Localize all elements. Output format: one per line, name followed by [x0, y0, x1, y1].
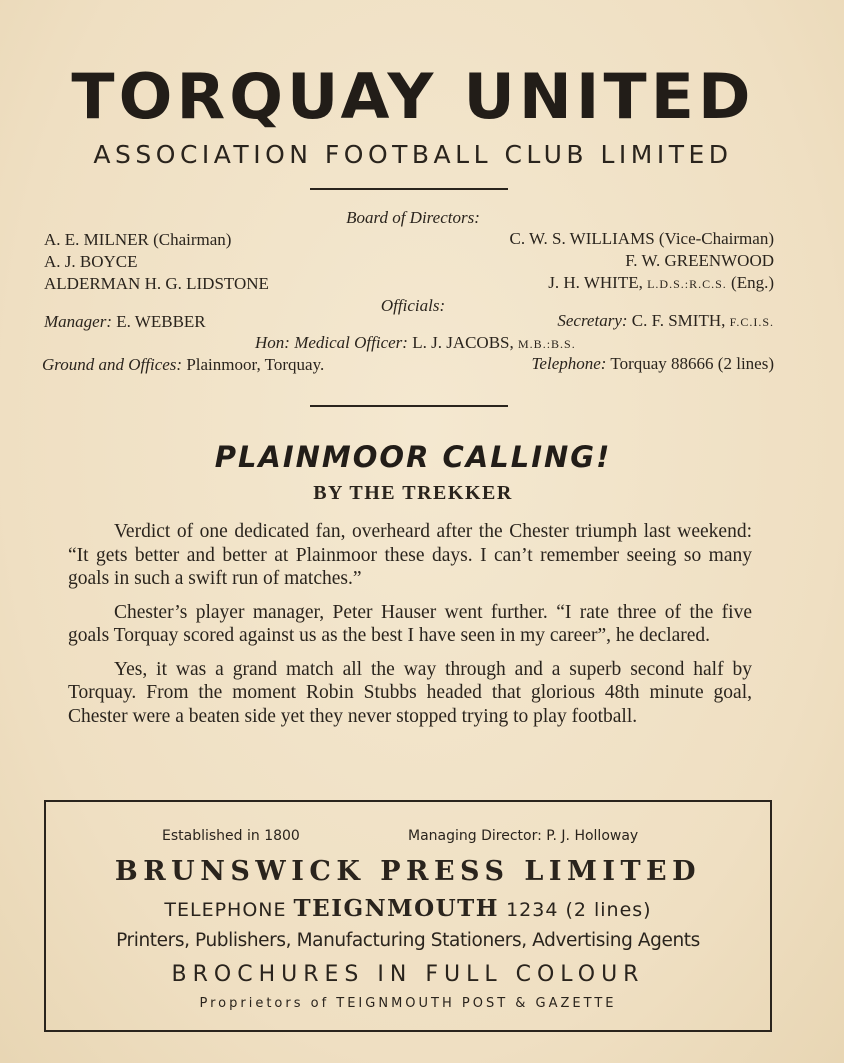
club-title: TORQUAY UNITED [71, 60, 755, 133]
ground-value: Plainmoor, Torquay. [186, 355, 325, 374]
manager-label: Manager: [44, 312, 112, 331]
manager-name: E. WEBBER [116, 312, 206, 331]
officials-heading: Officials: [380, 296, 446, 315]
advert-proprietors: Proprietors of TEIGNMOUTH POST & GAZETTE [199, 996, 617, 1011]
medical-name: L. J. JACOBS, [412, 333, 514, 352]
director-white-suffix: (Eng.) [731, 273, 774, 292]
article-paragraph: Yes, it was a grand match all the way through and a superb second half by Torquay. From the moment Robin Stubbs headed that glorious 48th minute goal, Chester were a beaten side yet they never stopped trying to play football. [68, 658, 752, 727]
director-left-3: ALDERMAN H. G. LIDSTONE [44, 274, 269, 293]
director-left-1: A. E. MILNER (Chairman) [44, 230, 232, 249]
advert-director: Managing Director: P. J. Holloway [408, 828, 639, 844]
brunswick-press-advert [44, 800, 772, 1032]
secretary-name: C. F. SMITH, [631, 311, 726, 330]
director-right-1: C. W. S. WILLIAMS (Vice-Chairman) [509, 229, 774, 248]
advert-brochures: BROCHURES IN FULL COLOUR [171, 962, 645, 987]
advert-telephone-prefix: TELEPHONE [164, 899, 287, 921]
advert-services: Printers, Publishers, Manufacturing Stationers, Advertising Agents [116, 930, 700, 951]
article-byline: BY THE TREKKER [313, 482, 513, 504]
director-white-quals: L.D.S.:R.C.S. [647, 277, 727, 291]
advert-telephone [46, 895, 770, 922]
telephone-value: Torquay 88666 (2 lines) [610, 354, 774, 373]
secretary-quals: F.C.I.S. [729, 315, 774, 329]
ground-line [42, 355, 324, 375]
director-white-name: J. H. WHITE, [548, 273, 643, 292]
manager-line [44, 312, 206, 332]
article-heading: PLAINMOOR CALLING! [214, 440, 612, 474]
ground-label: Ground and Offices: [42, 355, 183, 374]
secretary-label: Secretary: [557, 311, 628, 330]
director-left-2: A. J. BOYCE [44, 252, 138, 271]
advert-company: BRUNSWICK PRESS LIMITED [114, 856, 702, 887]
advert-telephone-town: TEIGNMOUTH [293, 895, 500, 922]
divider-top [310, 188, 508, 190]
advert-established: Established in 1800 [162, 828, 300, 844]
club-subtitle: ASSOCIATION FOOTBALL CLUB LIMITED [93, 140, 733, 169]
director-right-2: F. W. GREENWOOD [625, 251, 774, 270]
advert-telephone-suffix: 1234 (2 lines) [506, 899, 652, 921]
medical-quals: M.B.:B.S. [518, 337, 576, 351]
article-body [68, 520, 752, 738]
secretary-line [557, 311, 774, 331]
article-paragraph: Chester’s player manager, Peter Hauser went further. “I rate three of the five goals Torquay scored against us as the best I have seen in my career”, he declared. [68, 601, 752, 646]
telephone-line [532, 354, 774, 374]
directors-heading: Board of Directors: [346, 208, 480, 227]
article-paragraph: Verdict of one dedicated fan, overheard after the Chester triumph last weekend: “It gets better and better at Plainmoor these days. I can’t remember seeing so many goals in such a swift run of matches.” [68, 521, 752, 589]
telephone-label: Telephone: [531, 354, 607, 373]
divider-middle [310, 405, 508, 407]
medical-label: Hon: Medical Officer: [255, 333, 408, 352]
medical-line [255, 333, 576, 353]
director-right-3 [548, 273, 774, 293]
